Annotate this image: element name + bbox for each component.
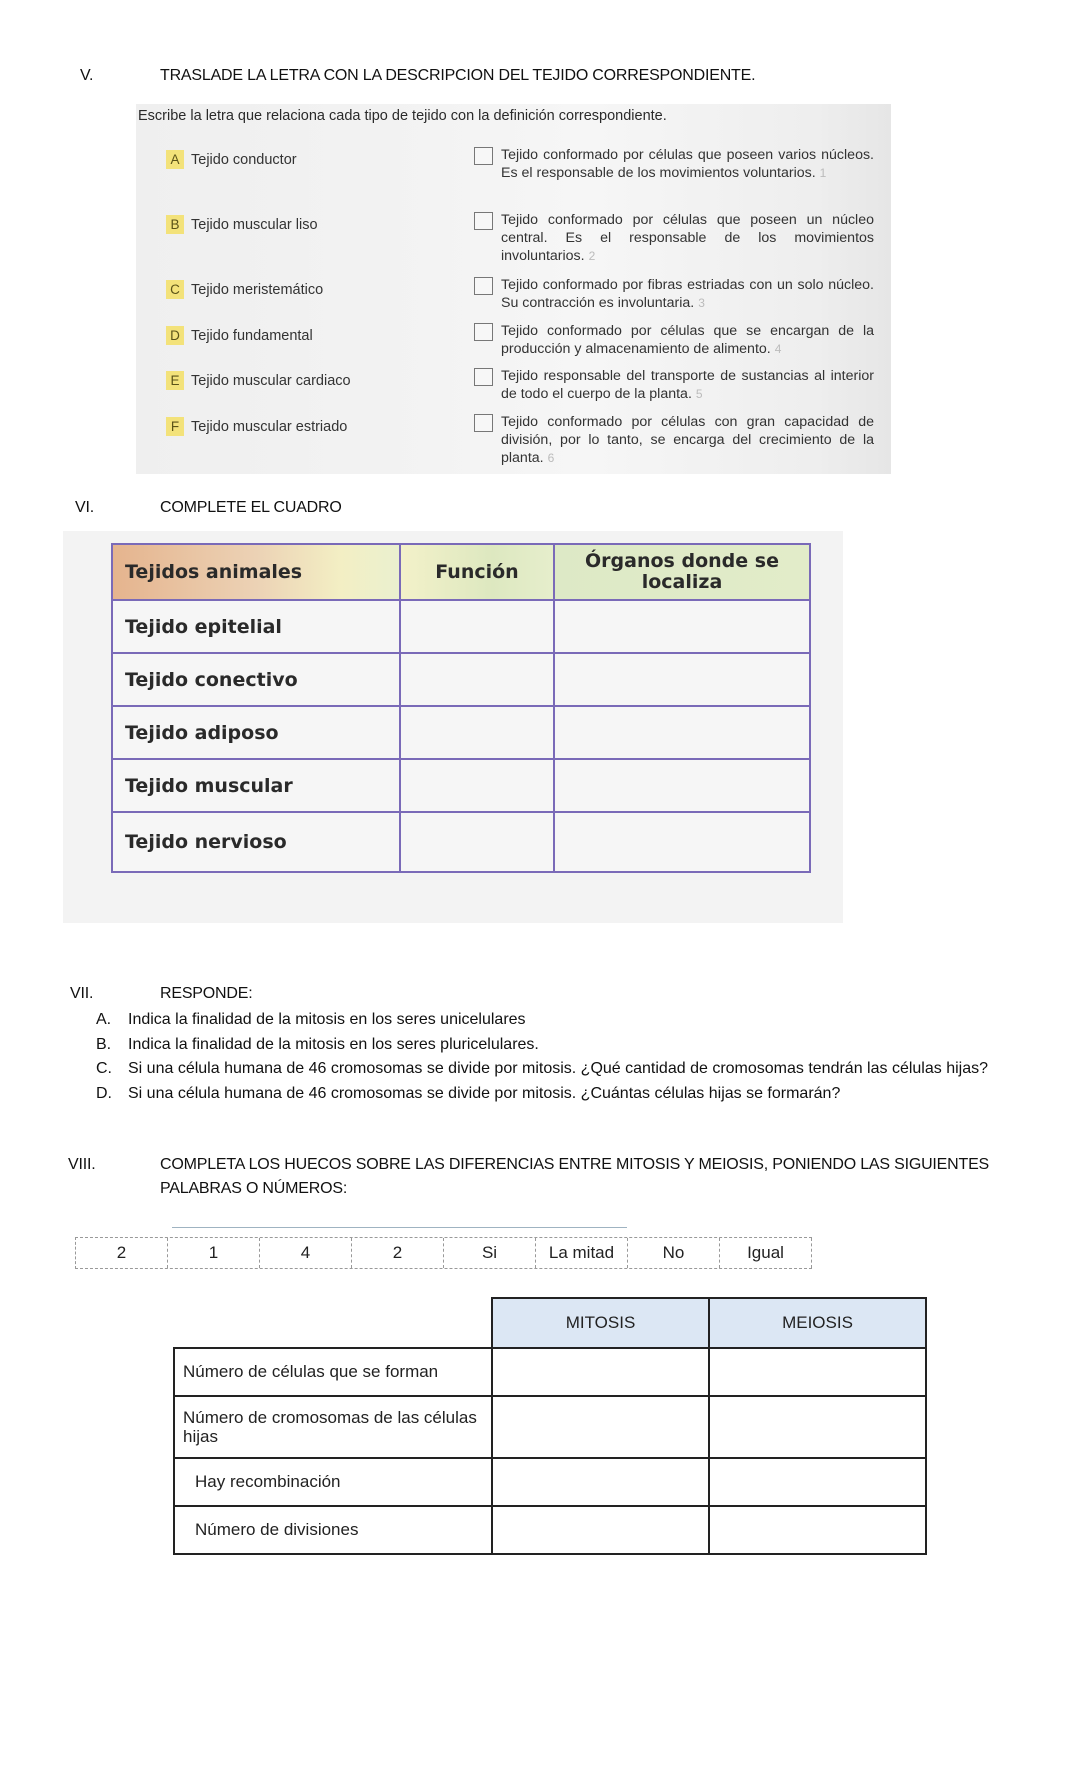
word-bank-item: 4 [260, 1238, 352, 1268]
definition-text: Tejido conformado por fibras estriadas con un solo núcleo. Su contracción es involuntaria. [501, 277, 874, 311]
tissue-option-b [166, 215, 318, 234]
definition-5 [474, 367, 874, 403]
pencil-mark: 4 [774, 342, 782, 356]
definition-text: Tejido conformado por células con gran capacidad de división, por lo tanto, se encarga del crecimiento de la planta. [501, 414, 874, 466]
tissue-name: Tejido meristemático [191, 281, 324, 298]
tissue-option-e [166, 371, 351, 390]
section-number: VIII. [68, 1156, 96, 1173]
table-row [112, 600, 810, 653]
header-mitosis: MITOSIS [492, 1298, 709, 1348]
table-row [112, 653, 810, 706]
table-row [174, 1348, 926, 1396]
tissue-name-cell: Tejido conectivo [112, 653, 400, 706]
answer-checkbox[interactable] [474, 368, 493, 386]
organos-answer-cell[interactable] [554, 759, 810, 812]
word-bank-item: 1 [168, 1238, 260, 1268]
word-bank-item: La mitad [536, 1238, 628, 1268]
definition-4 [474, 322, 874, 358]
letter-badge: B [166, 215, 184, 234]
word-bank-item: Si [444, 1238, 536, 1268]
row-label: Número de divisiones [174, 1506, 492, 1554]
tissue-name-cell: Tejido nervioso [112, 812, 400, 872]
organos-answer-cell[interactable] [554, 812, 810, 872]
answer-checkbox[interactable] [474, 212, 493, 230]
letter-badge: C [166, 280, 184, 299]
meiosis-answer-cell[interactable] [709, 1396, 926, 1458]
section-title-line-2: PALABRAS O NÚMEROS: [160, 1180, 348, 1197]
definition-3 [474, 276, 874, 312]
definition-text: Tejido responsable del transporte de sustancias al interior de todo el cuerpo de la planta. [501, 368, 874, 402]
word-bank [75, 1237, 812, 1269]
definition-1 [474, 146, 874, 182]
question-text: Si una célula humana de 46 cromosomas se divide por mitosis. ¿Cuántas células hijas se formarán? [128, 1084, 841, 1102]
tissue-matching-exercise [136, 104, 891, 474]
mitosis-answer-cell[interactable] [492, 1458, 709, 1506]
tissue-name-cell: Tejido muscular [112, 759, 400, 812]
section-title: TRASLADE LA LETRA CON LA DESCRIPCION DEL TEJIDO CORRESPONDIENTE. [160, 67, 756, 84]
tissue-name-cell: Tejido adiposo [112, 706, 400, 759]
answer-checkbox[interactable] [474, 147, 493, 165]
word-bank-item: 2 [76, 1238, 168, 1268]
divider-line [172, 1227, 627, 1228]
pencil-mark: 6 [547, 451, 555, 465]
header-funcion: Función [400, 544, 554, 600]
table-row [112, 812, 810, 872]
question-b [96, 1033, 996, 1058]
tissue-option-a [166, 150, 297, 169]
question-label: C. [96, 1060, 112, 1077]
pencil-mark: 3 [698, 296, 705, 310]
section-number: VI. [75, 499, 94, 516]
question-label: D. [96, 1084, 112, 1102]
organos-answer-cell[interactable] [554, 706, 810, 759]
funcion-answer-cell[interactable] [400, 812, 554, 872]
pencil-mark: 1 [819, 166, 827, 180]
organos-answer-cell[interactable] [554, 600, 810, 653]
tissue-name-cell: Tejido epitelial [112, 600, 400, 653]
letter-badge: D [166, 326, 184, 345]
section-title: COMPLETE EL CUADRO [160, 499, 342, 516]
question-label: A. [96, 1011, 112, 1028]
question-text: Indica la finalidad de la mitosis en los seres pluricelulares. [128, 1035, 539, 1053]
organos-answer-cell[interactable] [554, 653, 810, 706]
question-a [96, 1008, 996, 1033]
pencil-mark: 2 [588, 249, 596, 263]
funcion-answer-cell[interactable] [400, 706, 554, 759]
tissue-option-f [166, 417, 347, 436]
funcion-answer-cell[interactable] [400, 600, 554, 653]
section-number: VII. [70, 985, 94, 1002]
definition-6 [474, 413, 874, 467]
row-label: Número de células que se forman [174, 1348, 492, 1396]
animal-tissues-scan [63, 531, 843, 923]
mitosis-answer-cell[interactable] [492, 1396, 709, 1458]
row-label: Hay recombinación [174, 1458, 492, 1506]
tissue-name: Tejido fundamental [191, 327, 313, 344]
question-label: B. [96, 1035, 112, 1053]
section-title: RESPONDE: [160, 985, 253, 1002]
question-text: Indica la finalidad de la mitosis en los seres unicelulares [128, 1011, 526, 1028]
exercise-instruction: Escribe la letra que relaciona cada tipo de tejido con la definición correspondiente. [138, 108, 667, 124]
definition-2 [474, 211, 874, 265]
header-meiosis: MEIOSIS [709, 1298, 926, 1348]
letter-badge: E [166, 371, 184, 390]
word-bank-item: 2 [352, 1238, 444, 1268]
section-title-line-1: COMPLETA LOS HUECOS SOBRE LAS DIFERENCIAS ENTRE MITOSIS Y MEIOSIS, PONIENDO LAS SIGUIENTES [160, 1156, 990, 1173]
meiosis-answer-cell[interactable] [709, 1506, 926, 1554]
answer-checkbox[interactable] [474, 414, 493, 432]
table-row [174, 1506, 926, 1554]
question-text: Si una célula humana de 46 cromosomas se divide por mitosis. ¿Qué cantidad de cromosomas tendrán las células hijas? [128, 1060, 988, 1077]
table-row [174, 1458, 926, 1506]
word-bank-item: Igual [720, 1238, 812, 1268]
pencil-mark: 5 [695, 387, 703, 401]
question-c [96, 1057, 996, 1082]
header-organos: Órganos donde se localiza [554, 544, 810, 600]
empty-corner-cell [174, 1298, 492, 1348]
tissue-name: Tejido conductor [191, 151, 297, 168]
funcion-answer-cell[interactable] [400, 759, 554, 812]
answer-checkbox[interactable] [474, 277, 493, 295]
letter-badge: F [166, 417, 184, 436]
tissue-name: Tejido muscular cardiaco [191, 372, 351, 389]
meiosis-answer-cell[interactable] [709, 1348, 926, 1396]
table-row [112, 759, 810, 812]
mitosis-answer-cell[interactable] [492, 1348, 709, 1396]
tissue-name: Tejido muscular liso [191, 216, 318, 233]
funcion-answer-cell[interactable] [400, 653, 554, 706]
header-tejidos-animales: Tejidos animales [112, 544, 400, 600]
tissue-option-d [166, 326, 313, 345]
mitosis-meiosis-table [173, 1297, 927, 1555]
answer-checkbox[interactable] [474, 323, 493, 341]
table-row [112, 706, 810, 759]
section-number: V. [80, 67, 94, 84]
animal-tissues-table [111, 543, 811, 873]
meiosis-answer-cell[interactable] [709, 1458, 926, 1506]
mitosis-answer-cell[interactable] [492, 1506, 709, 1554]
table-row [174, 1396, 926, 1458]
tissue-option-c [166, 280, 323, 299]
definition-text: Tejido conformado por células que poseen un núcleo central. Es el responsable de los movimientos involuntarios. [501, 212, 874, 264]
row-label: Número de cromosomas de las células hijas [174, 1396, 492, 1458]
question-d [96, 1082, 996, 1107]
definition-text: Tejido conformado por células que poseen varios núcleos. Es el responsable de los movimientos voluntarios. [501, 147, 874, 181]
questions-list [96, 1008, 996, 1106]
letter-badge: A [166, 150, 184, 169]
definition-text: Tejido conformado por células que se encargan de la producción y almacenamiento de alimento. [501, 323, 874, 357]
table-header-row [112, 544, 810, 600]
table-header-row [174, 1298, 926, 1348]
word-bank-item: No [628, 1238, 720, 1268]
tissue-name: Tejido muscular estriado [191, 418, 348, 435]
